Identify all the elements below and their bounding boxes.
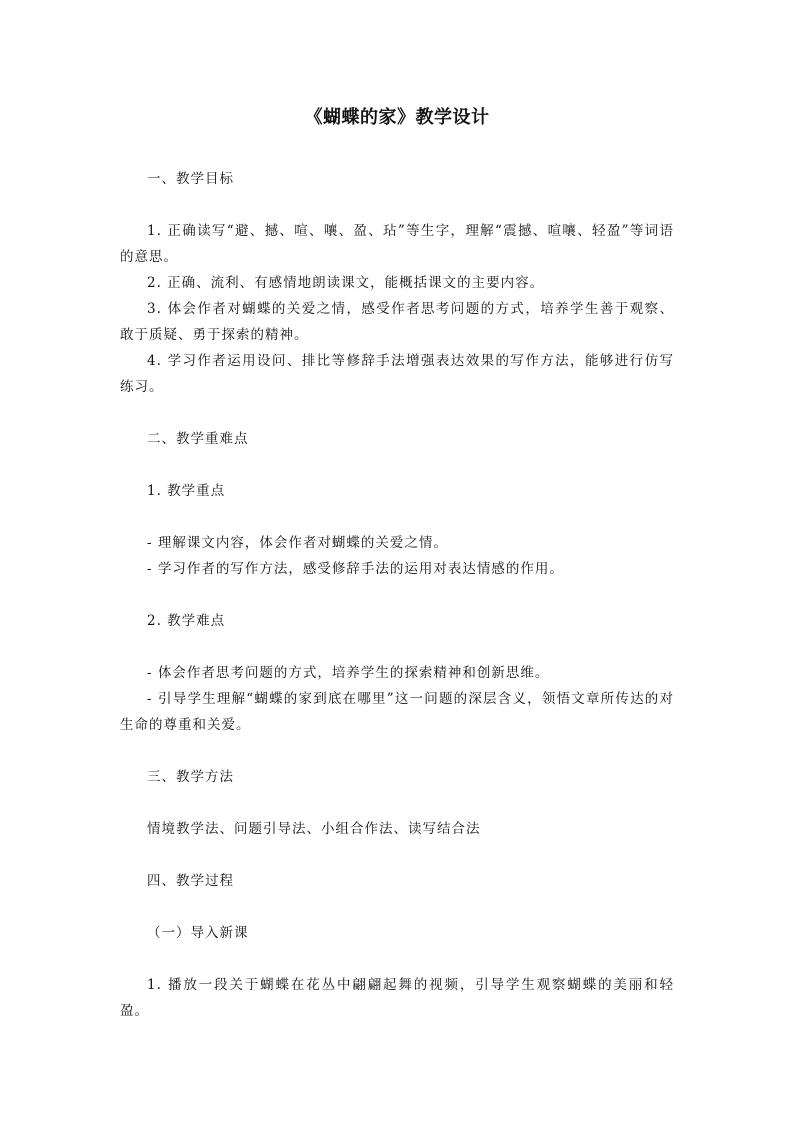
- difficulty-item-2: - 引导学生理解“蝴蝶的家到底在哪里”这一问题的深层含义，领悟文章所传达的对生命的尊重和关爱。: [120, 691, 674, 733]
- objective-item-1: 1. 正确读写“避、撼、喧、嚷、盈、玷”等生字，理解“震撼、喧嚷、轻盈”等词语的意思。: [120, 223, 674, 265]
- objective-item-3: 3. 体会作者对蝴蝶的关爱之情，感受作者思考问题的方式，培养学生善于观察、敢于质疑、勇于探索的精神。: [120, 301, 674, 343]
- methods-text: 情境教学法、问题引导法、小组合作法、读写结合法: [147, 821, 481, 837]
- spacer: [120, 842, 674, 868]
- spacer: [120, 504, 674, 530]
- key-focus-item-2: - 学习作者的写作方法，感受修辞手法的运用对表达情感的作用。: [147, 561, 564, 577]
- objective-item-4: 4. 学习作者运用设问、排比等修辞手法增强表达效果的写作方法，能够进行仿写练习。: [120, 353, 674, 395]
- difficulty-item-1: - 体会作者思考问题的方式，培养学生的探索精神和创新思维。: [147, 665, 550, 681]
- key-focus-item-1: - 理解课文内容，体会作者对蝴蝶的关爱之情。: [147, 535, 448, 551]
- spacer: [120, 582, 674, 608]
- subheading-difficulties: 2. 教学难点: [147, 613, 226, 629]
- spacer: [120, 790, 674, 816]
- spacer: [120, 894, 674, 920]
- objective-item-2: 2. 正确、流利、有感情地朗读课文，能概括课文的主要内容。: [147, 275, 545, 291]
- section-heading-key-points: 二、教学重难点: [147, 431, 249, 447]
- subheading-introduction: （一）导入新课: [147, 925, 249, 941]
- spacer: [120, 192, 674, 218]
- subheading-key-focus: 1. 教学重点: [147, 483, 226, 499]
- section-heading-objectives: 一、教学目标: [147, 171, 234, 187]
- document-title: 《蝴蝶的家》教学设计: [304, 107, 490, 128]
- spacer: [120, 634, 674, 660]
- section-heading-methods: 三、教学方法: [147, 769, 234, 785]
- spacer: [120, 452, 674, 478]
- spacer: [120, 400, 674, 426]
- introduction-item-1: 1. 播放一段关于蝴蝶在花丛中翩翩起舞的视频，引导学生观察蝴蝶的美丽和轻盈。: [120, 977, 674, 1019]
- section-heading-process: 四、教学过程: [147, 873, 234, 889]
- spacer: [120, 946, 674, 972]
- spacer: [120, 738, 674, 764]
